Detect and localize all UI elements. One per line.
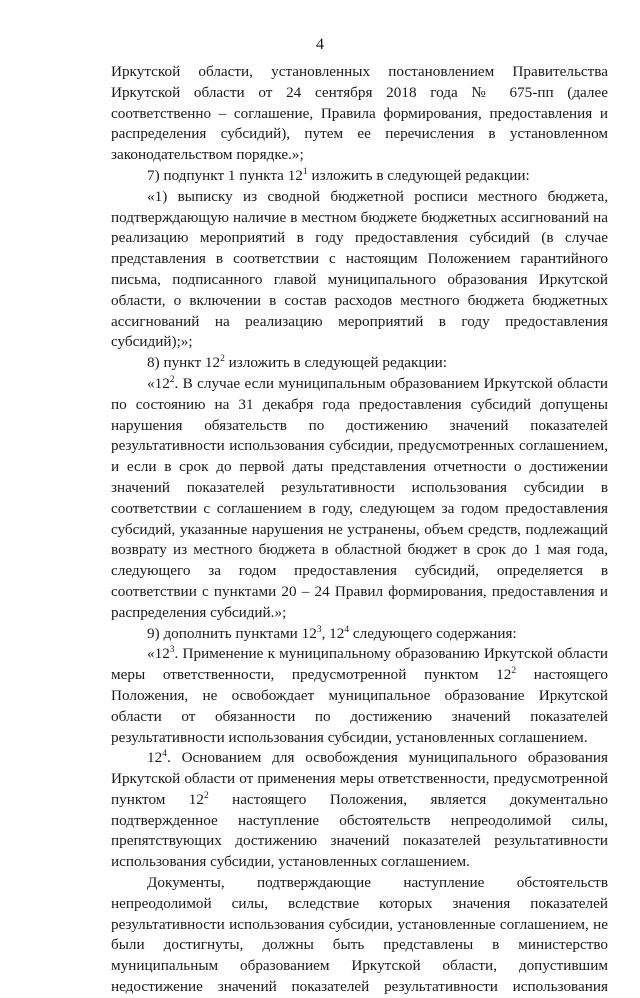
paragraph-6: 9) дополнить пунктами $12^3$, $12^4$ следующего содержания: [147,624,517,642]
paragraph-8: $12^4$. Основанием для освобождения муниципального образования Иркутской области от применения меры ответственности, предусмотренной пунктом $12^2$ настоящего Положения, является документально подтвержденное наступление обстоятельств непреодолимой силы, препятствующих достижению значений показателей результативности использования субсидии, установленных соглашением. [111,749,608,871]
page-number: 4 [316,36,324,53]
paragraph-4: 8) пункт $12^2$ изложить в следующей редакции: [147,354,447,372]
paragraph-9: Документы, подтверждающие наступление обстоятельств непреодолимой силы, вследствие которых значения показателей результативности использования субсидии, установленные соглашением, не были достигнуты, должны быть представлены в министерство муниципальным образованием Иркутской области, допустившим недостижение значений показателей результативности использования [111,874,608,996]
paragraph-3: «1) выписку из сводной бюджетной росписи местного бюджета, подтверждающую наличие в местном бюджете бюджетных ассигнований на реализацию мероприятий в году предоставления субсидий (в случае представления в соответствии с настоящим Положением гарантийного письма, подписанного главой муниципального образования Иркутской области, о включении в состав расходов местного бюджета бюджетных ассигнований на реализацию мероприятий в году предоставления субсидий);»; [111,187,608,351]
paragraph-1: Иркутской области, установленных постановлением Правительства Иркутской области от 24 сентября 2018 года № 675-пп (далее соответственно – соглашение, Правила формирования, предоставления и распределения субсидий), путем ее перечисления в установленном законодательством порядке.»; [111,63,608,164]
paragraph-5: «$12^2$. В случае если муниципальным образованием Иркутской области по состоянию на 31 декабря года предоставления субсидий допущены нарушения обязательств по достижению значений показателей результативности использования субсидии, предусмотренных соглашением, и если в срок до первой даты представления отчетности о достижении значений показателей результативности использования субсидии в соответствии с соглашением в году, следующем за годом предоставления субсидий, указанные нарушения не устранены, объем средств, подлежащий возврату из местного бюджета в областной бюджет в срок до 1 мая года, следующего за годом предоставления субсидий, определяется в соответствии с пунктами 20 – 24 Правил формирования, предоставления и распределения субсидий.»; [111,374,608,621]
document-body [111,62,608,998]
paragraph-7: «$12^3$. Применение к муниципальному образованию Иркутской области меры ответственности, предусмотренной пунктом $12^2$ настоящего Положения, не освобождает муниципальное образование Иркутской области от обязанности по достижению значений показателей результативности использования субсидии, установленных соглашением. [111,645,608,746]
paragraph-2: 7) подпункт 1 пункта $12^1$ изложить в следующей редакции: [147,166,530,184]
